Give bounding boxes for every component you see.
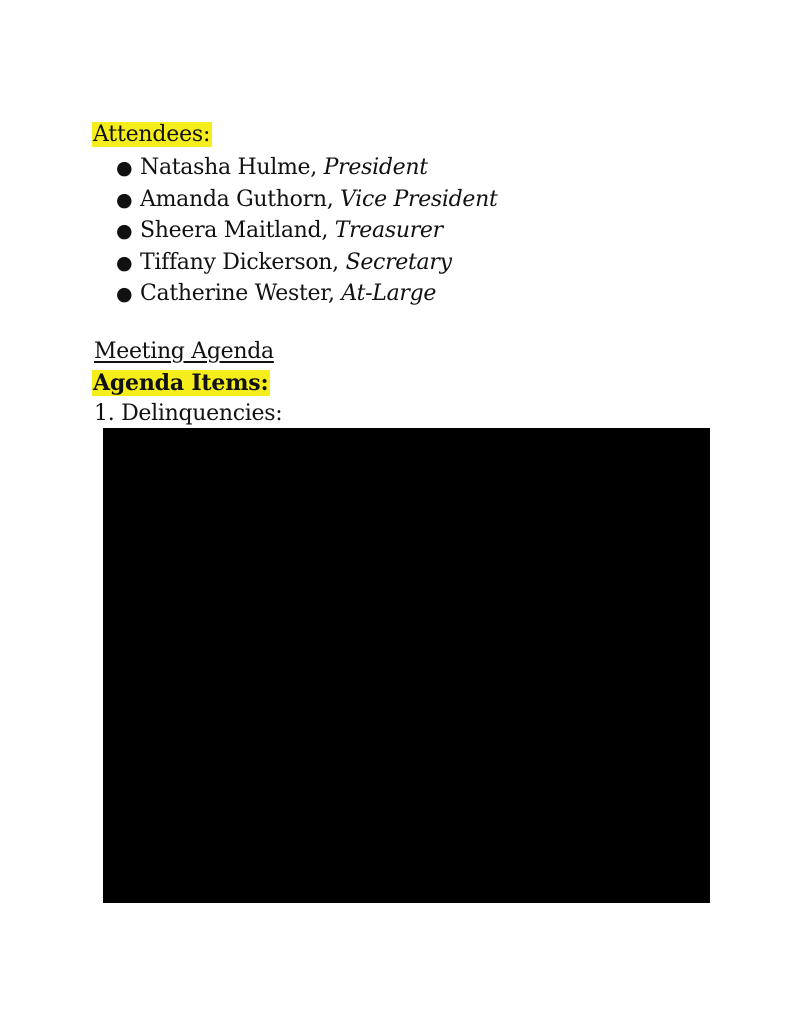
attendees-heading <box>92 120 212 150</box>
redaction-block <box>103 428 710 903</box>
attendee-item <box>116 184 498 216</box>
meeting-agenda-label: Meeting Agenda <box>94 339 274 364</box>
bullet-icon: ● <box>116 157 133 179</box>
attendee-item <box>116 247 498 279</box>
bullet-icon: ● <box>116 283 133 305</box>
attendee-list <box>116 152 498 310</box>
attendee-role: At-Large <box>341 281 437 306</box>
attendee-name: Sheera Maitland, <box>140 218 335 243</box>
bullet-icon: ● <box>116 251 133 274</box>
agenda-items-heading-text: Agenda Items: <box>93 370 269 396</box>
attendee-role: Secretary <box>345 249 452 275</box>
attendee-name: Natasha Hulme, <box>140 155 324 180</box>
bullet-icon: ● <box>116 188 133 211</box>
agenda-item-delinquencies: 1. Delinquencies: <box>94 401 283 426</box>
agenda-items-heading <box>92 368 270 398</box>
attendee-name: Tiffany Dickerson, <box>140 249 346 275</box>
attendee-item <box>116 215 498 247</box>
bullet-icon: ● <box>116 220 133 242</box>
attendee-role: President <box>323 155 428 180</box>
attendee-name: Catherine Wester, <box>140 281 342 306</box>
attendee-role: Vice President <box>340 186 498 212</box>
attendees-heading-text: Attendees: <box>93 122 211 147</box>
attendee-name: Amanda Guthorn, <box>140 186 341 212</box>
attendee-item <box>116 278 498 310</box>
attendee-item <box>116 152 498 184</box>
attendee-role: Treasurer <box>334 218 443 243</box>
